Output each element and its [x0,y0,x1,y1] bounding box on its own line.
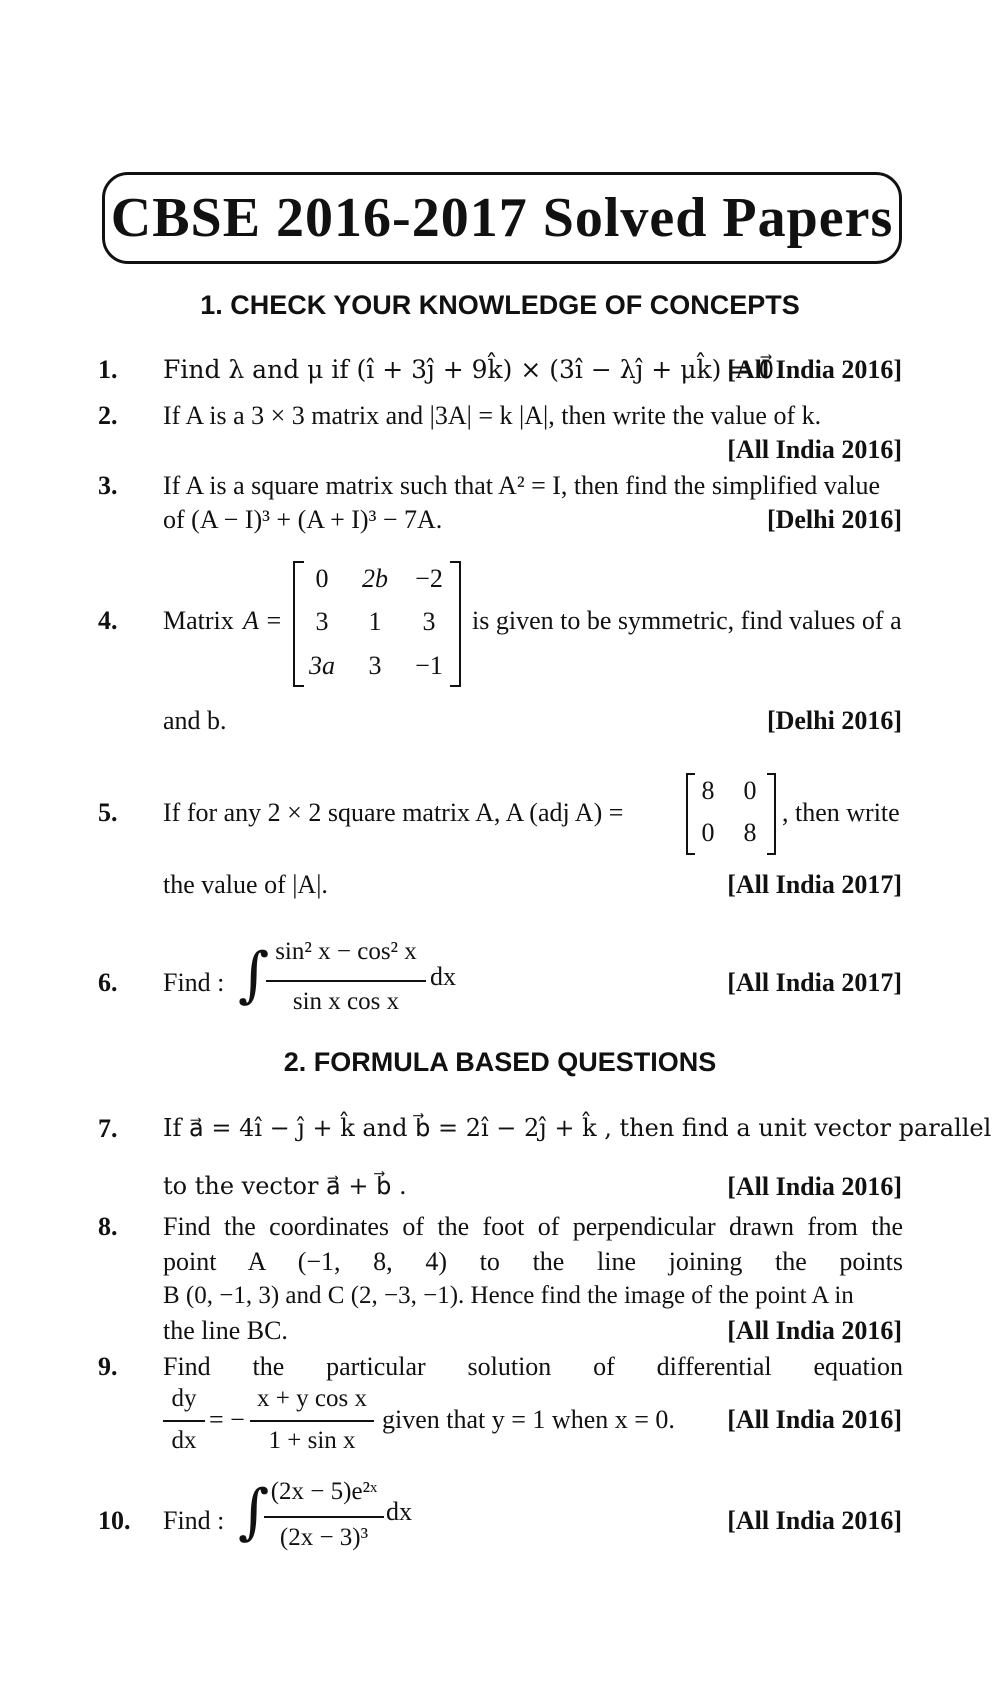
question-4-lhs: A = [243,606,283,635]
question-number: 5. [98,798,118,827]
fraction-numerator: sin² x − cos² x [275,938,417,965]
question-3-line-2: of (A − I)³ + (A + I)³ − 7A. [163,505,443,534]
question-9-tail: given that y = 1 when x = 0. [382,1405,675,1434]
matrix-adj [685,772,777,856]
question-10-source: [All India 2016] [727,1506,902,1535]
question-number: 2. [98,401,118,430]
equals-minus: = − [209,1405,245,1434]
matrix-cell: 3a [309,651,335,680]
question-1-source: [All India 2016] [727,355,902,384]
matrix-cell: 1 [368,607,382,636]
matrix-cell: 0 [743,776,757,805]
question-5-source: [All India 2017] [727,870,902,899]
question-5-tail: , then write [782,798,900,827]
matrix-cell: 0 [701,818,715,847]
question-2-text: If A is a 3 × 3 matrix and |3A| = k |A|, then write the value of k. [163,401,822,430]
fraction-denominator: dx [171,1427,197,1454]
page-title: CBSE 2016-2017 Solved Papers [110,187,894,249]
question-3-line-1: If A is a square matrix such that A² = I, then find the simplified value [163,471,881,500]
matrix-cell: 3 [315,607,329,636]
fraction-numerator: (2x − 5)e²ˣ [270,1478,378,1505]
fraction-numerator: x + y cos x [257,1385,367,1412]
question-number: 7. [98,1114,118,1143]
section-heading-2: 2. FORMULA BASED QUESTIONS [283,1047,717,1077]
section-heading-1: 1. CHECK YOUR KNOWLEDGE OF CONCEPTS [200,290,800,320]
integral-sign: ∫ [238,940,270,1010]
fraction-denominator: 1 + sin x [268,1427,356,1454]
question-2-source: [All India 2016] [727,435,902,464]
question-10-lead: Find : [163,1506,225,1535]
fraction-bar [264,1516,384,1518]
title-banner [102,172,902,264]
fraction-denominator: sin x cos x [292,988,400,1015]
question-number: 4. [98,606,118,635]
question-6-lead: Find : [163,968,225,997]
matrix-cell: 0 [315,564,329,593]
question-1-text: Find λ and μ if (î + 3ĵ + 9k̂) × (3î − λĵ + μk̂) = 0⃗ [163,355,775,384]
question-number: 3. [98,471,118,500]
matrix-cell: −2 [415,564,443,593]
fraction-bar [163,1420,205,1422]
question-5-lead: If for any 2 × 2 square matrix A, A (adj A) = [163,798,624,827]
question-5-line-2: the value of |A|. [163,870,328,899]
matrix-cell: 8 [743,818,757,847]
question-7-line-1: If a⃗ = 4î − ĵ + k̂ and b⃗ = 2î − 2ĵ + k̂ , then find a unit vector parallel [163,1114,992,1142]
differential: dx [386,1497,412,1526]
question-4-line-2: and b. [163,706,227,735]
question-9-source: [All India 2016] [727,1405,902,1434]
question-number: 9. [98,1352,118,1381]
matrix-cell: 3 [368,651,382,680]
question-7-source: [All India 2016] [727,1172,902,1201]
matrix-cell: 3 [422,607,436,636]
question-4-lead: Matrix [163,606,234,635]
question-8-line-3: B (0, −1, 3) and C (2, −3, −1). Hence find the image of the point A in [163,1282,854,1309]
question-4-source: [Delhi 2016] [766,706,902,735]
question-number: 8. [98,1212,118,1241]
differential: dx [430,962,456,991]
integral-sign: ∫ [238,1477,270,1547]
question-number: 1. [98,355,118,384]
question-8-line-1: Find the coordinates of the foot of perpendicular drawn from the [163,1212,903,1241]
question-number: 6. [98,968,118,997]
question-8-line-2: point A (−1, 8, 4) to the line joining the points [163,1247,903,1276]
question-3-source: [Delhi 2016] [766,505,902,534]
fraction-denominator: (2x − 3)³ [279,1524,369,1551]
matrix-cell: 8 [701,776,715,805]
question-9-line-1: Find the particular solution of differential equation [163,1352,903,1381]
fraction-numerator: dy [171,1385,197,1412]
fraction-bar [250,1420,374,1422]
question-number: 10. [98,1506,131,1535]
matrix-cell: 2b [362,564,388,593]
fraction-bar [266,980,426,982]
matrix-a [292,560,462,688]
question-6-source: [All India 2017] [727,968,902,997]
question-7-line-2: to the vector a⃗ + b⃗ . [163,1172,407,1200]
question-8-source: [All India 2016] [727,1316,902,1345]
matrix-cell: −1 [415,651,443,680]
question-8-line-4: the line BC. [163,1316,288,1345]
question-4-tail: is given to be symmetric, find values of a [472,606,902,635]
